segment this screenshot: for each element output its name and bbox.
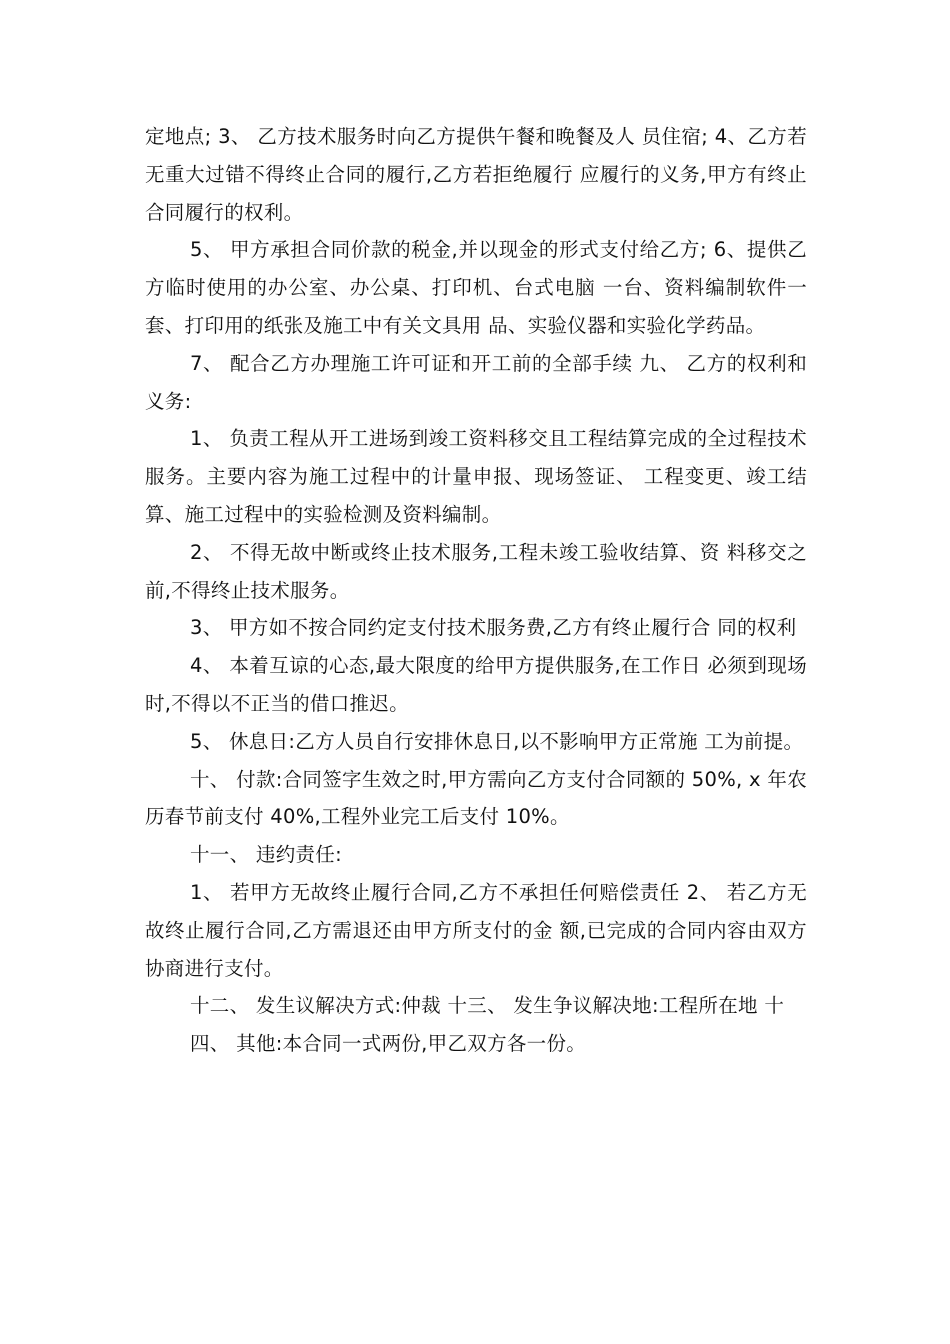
paragraph: 1、 负责工程从开工进场到竣工资料移交且工程结算完成的全过程技术服务。主要内容为施工过程中的计量申报、现场签证、 工程变更、竣工结算、施工过程中的实验检测及资料编制。 <box>145 427 807 526</box>
paragraph: 4、 本着互谅的心态,最大限度的给甲方提供服务,在工作日 必须到现场时,不得以不正当的借口推迟。 <box>145 654 807 715</box>
paragraph: 定地点; 3、 乙方技术服务时向乙方提供午餐和晚餐及人 员住宿; 4、乙方若无重大过错不得终止合同的履行,乙方若拒绝履行 应履行的义务,甲方有终止合同履行的权利。 <box>145 125 807 224</box>
paragraph: 2、 不得无故中断或终止技术服务,工程未竣工验收结算、资 料移交之前,不得终止技术服务。 <box>145 540 807 602</box>
paragraph: 十一、 违约责任: <box>190 843 342 867</box>
paragraph: 5、 甲方承担合同价款的税金,并以现金的形式支付给乙方; 6、提供乙方临时使用的办公室、办公桌、打印机、台式电脑 一台、资料编制软件一套、打印用的纸张及施工中有关文具用 品、实验仪器和实验化学药品。 <box>145 238 807 337</box>
paragraph: 3、 甲方如不按合同约定支付技术服务费,乙方有终止履行合 同的权利 <box>190 616 797 640</box>
paragraph: 5、 休息日:乙方人员自行安排休息日,以不影响甲方正常施 工为前提。 <box>190 729 804 753</box>
document-body <box>145 118 807 1063</box>
paragraph: 四、 其他:本合同一式两份,甲乙双方各一份。 <box>190 1032 587 1056</box>
paragraph: 十二、 发生议解决方式:仲裁 十三、 发生争议解决地:工程所在地 十 <box>190 994 785 1018</box>
paragraph: 十、 付款:合同签字生效之时,甲方需向乙方支付合同额的 50%, x 年农历春节前支付 40%,工程外业完工后支付 10%。 <box>145 767 807 829</box>
paragraph: 7、 配合乙方办理施工许可证和开工前的全部手续 九、 乙方的权利和义务: <box>145 351 807 413</box>
paragraph: 1、 若甲方无故终止履行合同,乙方不承担任何赔偿责任 2、 若乙方无故终止履行合同,乙方需退还由甲方所支付的金 额,已完成的合同内容由双方协商进行支付。 <box>145 880 807 980</box>
